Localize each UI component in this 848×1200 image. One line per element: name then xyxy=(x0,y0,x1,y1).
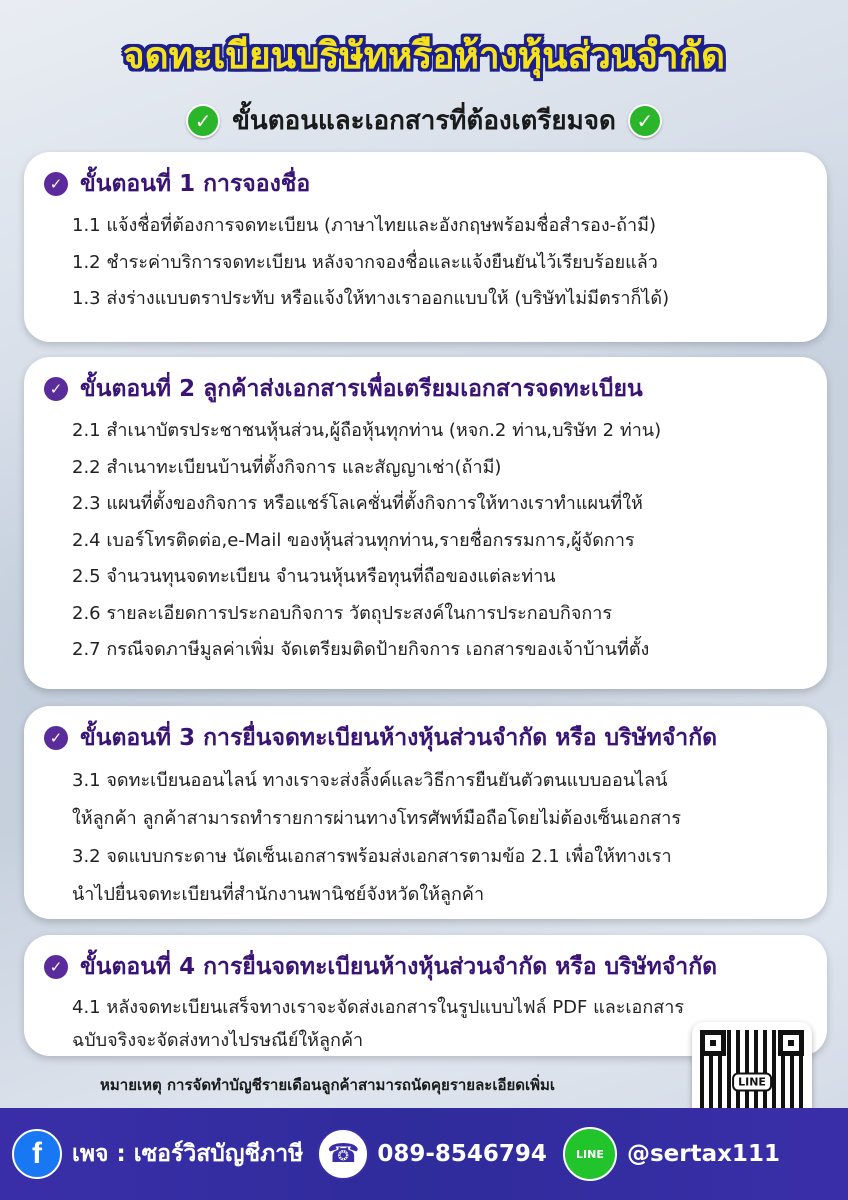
step-heading-row xyxy=(49,949,797,985)
check-circle-icon: ✓ xyxy=(44,726,68,750)
step-item: 1.1 แจ้งชื่อที่ต้องการจดทะเบียน (ภาษาไทยและอังกฤษพร้อมชื่อสำรอง-ถ้ามี) xyxy=(72,215,657,236)
step-heading-row xyxy=(49,166,797,202)
footnote: หมายเหตุ การจัดทำบัญชีรายเดือนลูกค้าสามารถนัดคุยรายละเอียดเพิ่มเ xyxy=(100,1076,556,1094)
qr-line-label: LINE xyxy=(732,1073,772,1092)
page-title: จดทะเบียนบริษัทหรือห้างหุ้นส่วนจำกัด xyxy=(122,34,726,77)
step-card-1 xyxy=(24,152,827,342)
step-card-2 xyxy=(24,357,827,689)
step-item: 1.2 ชำระค่าบริการจดทะเบียน หลังจากจองชื่อและแจ้งยืนยันไว้เรียบร้อยแล้ว xyxy=(72,251,658,273)
step-heading: ขั้นตอนที่ 4 การยื่นจดทะเบียนห้างหุ้นส่วนจำกัด หรือ บริษัทจำกัด xyxy=(80,954,718,980)
step-item: นำไปยื่นจดทะเบียนที่สำนักงานพานิชย์จังหวัดให้ลูกค้า xyxy=(72,884,485,905)
step-heading: ขั้นตอนที่ 3 การยื่นจดทะเบียนห้างหุ้นส่วนจำกัด หรือ บริษัทจำกัด xyxy=(80,725,718,751)
check-icon: ✓ xyxy=(186,104,220,138)
facebook-icon[interactable]: f xyxy=(12,1129,62,1179)
step-item: ฉบับจริงจะจัดส่งทางไปรษณีย์ให้ลูกค้า xyxy=(72,1030,364,1051)
check-circle-icon: ✓ xyxy=(44,955,68,979)
phone-icon[interactable]: ☎ xyxy=(317,1128,369,1180)
step-item: 4.1 หลังจดทะเบียนเสร็จทางเราจะจัดส่งเอกสารในรูปแบบไฟล์ PDF และเอกสาร xyxy=(72,997,685,1018)
subtitle-row xyxy=(0,100,848,141)
step-heading: ขั้นตอนที่ 1 การจองชื่อ xyxy=(80,171,311,197)
step-item: 2.2 สำเนาทะเบียนบ้านที่ตั้งกิจการ และสัญญาเช่า(ถ้ามี) xyxy=(72,456,502,478)
step-item: 2.7 กรณีจดภาษีมูลค่าเพิ่ม จัดเตรียมติดป้ายกิจการ เอกสารของเจ้าบ้านที่ตั้ง xyxy=(72,639,650,660)
line-id[interactable]: @sertax111 xyxy=(626,1141,780,1167)
step-item: 3.1 จดทะเบียนออนไลน์ ทางเราจะส่งลิ้งค์และวิธีการยืนยันตัวตนแบบออนไลน์ xyxy=(72,770,668,791)
step-item: ให้ลูกค้า ลูกค้าสามารถทำรายการผ่านทางโทรศัพท์มือถือโดยไม่ต้องเซ็นเอกสาร xyxy=(72,808,682,829)
step-item: 2.4 เบอร์โทรติดต่อ,e-Mail ของหุ้นส่วนทุกท่าน,รายชื่อกรรมการ,ผู้จัดการ xyxy=(72,529,635,551)
step-item: 2.1 สำเนาบัตรประชาชนหุ้นส่วน,ผู้ถือหุ้นทุกท่าน (หจก.2 ท่าน,บริษัท 2 ท่าน) xyxy=(72,420,662,441)
check-circle-icon: ✓ xyxy=(44,172,68,196)
step-heading-row xyxy=(49,371,797,407)
step-item: 2.5 จำนวนทุนจดทะเบียน จำนวนหุ้นหรือทุนที่ถือของแต่ละท่าน xyxy=(72,566,556,587)
phone-number[interactable]: 089-8546794 xyxy=(377,1141,547,1167)
qr-finder xyxy=(778,1030,804,1056)
step-heading-row xyxy=(49,720,797,756)
check-circle-icon: ✓ xyxy=(44,377,68,401)
step-heading: ขั้นตอนที่ 2 ลูกค้าส่งเอกสารเพื่อเตรียมเอกสารจดทะเบียน xyxy=(80,376,643,402)
step-card-3 xyxy=(24,706,827,919)
qr-finder xyxy=(700,1030,726,1056)
contact-footer xyxy=(0,1108,848,1200)
step-item: 3.2 จดแบบกระดาษ นัดเซ็นเอกสารพร้อมส่งเอกสารตามข้อ 2.1 เพื่อให้ทางเรา xyxy=(72,846,672,867)
step-item: 2.3 แผนที่ตั้งของกิจการ หรือแชร์โลเคชั่นที่ตั้งกิจการให้ทางเราทำแผนที่ให้ xyxy=(72,493,643,514)
step-item: 2.6 รายละเอียดการประกอบกิจการ วัตถุประสงค์ในการประกอบกิจการ xyxy=(72,602,613,624)
subtitle: ขั้นตอนและเอกสารที่ต้องเตรียมจด xyxy=(232,106,616,136)
step-item: 1.3 ส่งร่างแบบตราประทับ หรือแจ้งให้ทางเราออกแบบให้ (บริษัทไม่มีตราก็ได้) xyxy=(72,288,670,309)
line-app-icon[interactable]: LINE xyxy=(563,1127,617,1181)
facebook-page-name[interactable]: เพจ : เซอร์วิสบัญชีภาษี xyxy=(72,1141,304,1167)
check-icon: ✓ xyxy=(628,104,662,138)
